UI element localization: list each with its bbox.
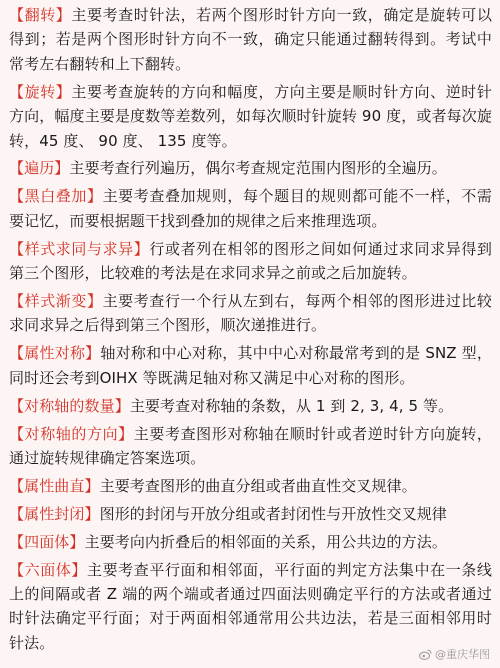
entry-text: 主要考查叠加规则，每个题目的规则都可能不一样，不需要记忆，而要根据题干找到叠加的规律之后来推理选项。 (9, 187, 492, 230)
entry-text: 行或者列在相邻的图形之间如何通过求同求异得到第三个图形，比较难的考法是在求同求异之前或之后加旋转。 (9, 239, 493, 283)
entry-tag: 【遍历】 (9, 159, 70, 178)
entry-duichenzhou-fangxiang (9, 422, 492, 471)
entry-tag: 【旋转】 (9, 82, 72, 101)
watermark-text: @重庆华图 (435, 648, 490, 661)
entry-text: 主要考向内折叠后的相邻面的关系，用公共边的方法。 (84, 532, 447, 551)
entry-tag: 【属性对称】 (9, 344, 101, 363)
entry-liumianti (9, 558, 492, 656)
entry-text: 主要考查图形的曲直分组或者曲直性交叉规律。 (99, 476, 417, 495)
entry-shuxing-quzhi (9, 474, 492, 498)
entry-tag: 【属性曲直】 (9, 476, 100, 495)
entry-xuanzhuan (9, 80, 492, 153)
entry-simianti (9, 530, 492, 554)
entry-text: 主要考查对称轴的条数，从 1 到 2, 3, 4, 5 等。 (129, 396, 454, 415)
entry-duichenzhou-shuliang (9, 394, 492, 418)
entry-fanzhuan (9, 3, 492, 76)
entry-tag: 【样式渐变】 (9, 291, 103, 310)
entry-yangshi-qiutong (9, 237, 492, 286)
entry-yangshi-jianbian (9, 289, 492, 338)
entry-text: 主要考查平行面和相邻面，平行面的判定方法集中在一条线上的间隔或者 Z 端的两个端或者通过四面法则确定平行的方法或者通过时针法确定平行面；对于两面相邻通常用公共边法，若是三面相邻用时针法。 (9, 560, 492, 652)
entry-text: 主要考查时针法，若两个图形时针方向一致，确定是旋转可以得到；若是两个图形时针方向不一致，确定只能通过翻转得到。考试中常考左右翻转和上下翻转。 (9, 6, 492, 73)
watermark (419, 646, 490, 662)
entry-text: 图形的封闭与开放分组或者封闭性与开放性交叉规律 (99, 504, 447, 523)
entry-text: 主要考查行列遍历，偶尔考查规定范围内图形的全遍历。 (69, 159, 447, 178)
entry-shuxing-duichen (9, 341, 492, 390)
entry-text: 主要考查旋转的方向和幅度，方向主要是顺时针方向、逆时针方向，幅度主要是度数等差数列，如每次顺时针旋转 90 度，或者每次旋转，45 度、 90 度、 135 度等。 (9, 82, 492, 150)
entry-text: 主要考查图形对称轴在顺时针或者逆时针方向旋转，通过旋转规律确定答案选项。 (9, 424, 492, 467)
weibo-icon (419, 649, 432, 660)
entry-tag: 【属性封闭】 (9, 504, 100, 523)
entry-tag: 【样式求同与求异】 (9, 239, 150, 258)
entry-tag: 【六面体】 (9, 560, 87, 579)
entry-tag: 【对称轴的方向】 (9, 424, 134, 443)
entry-shuxing-fengbi (9, 502, 492, 526)
entry-text: 主要考查行一个行从左到右，每两个相邻的图形进过比较求同求异之后得到第三个图形，顺次递推进行。 (9, 291, 492, 335)
entry-text: 轴对称和中心对称，其中中心对称最常考到的是 SNZ 型，同时还会考到OIHX 等既满足轴对称又满足中心对称的图形。 (9, 344, 493, 387)
entry-tag: 【黑白叠加】 (9, 187, 103, 206)
entry-tag: 【翻转】 (9, 6, 72, 24)
entry-heibai-diejia (9, 184, 492, 233)
entry-bianli (9, 156, 492, 180)
entry-tag: 【四面体】 (9, 532, 85, 551)
entry-tag: 【对称轴的数量】 (9, 396, 130, 415)
